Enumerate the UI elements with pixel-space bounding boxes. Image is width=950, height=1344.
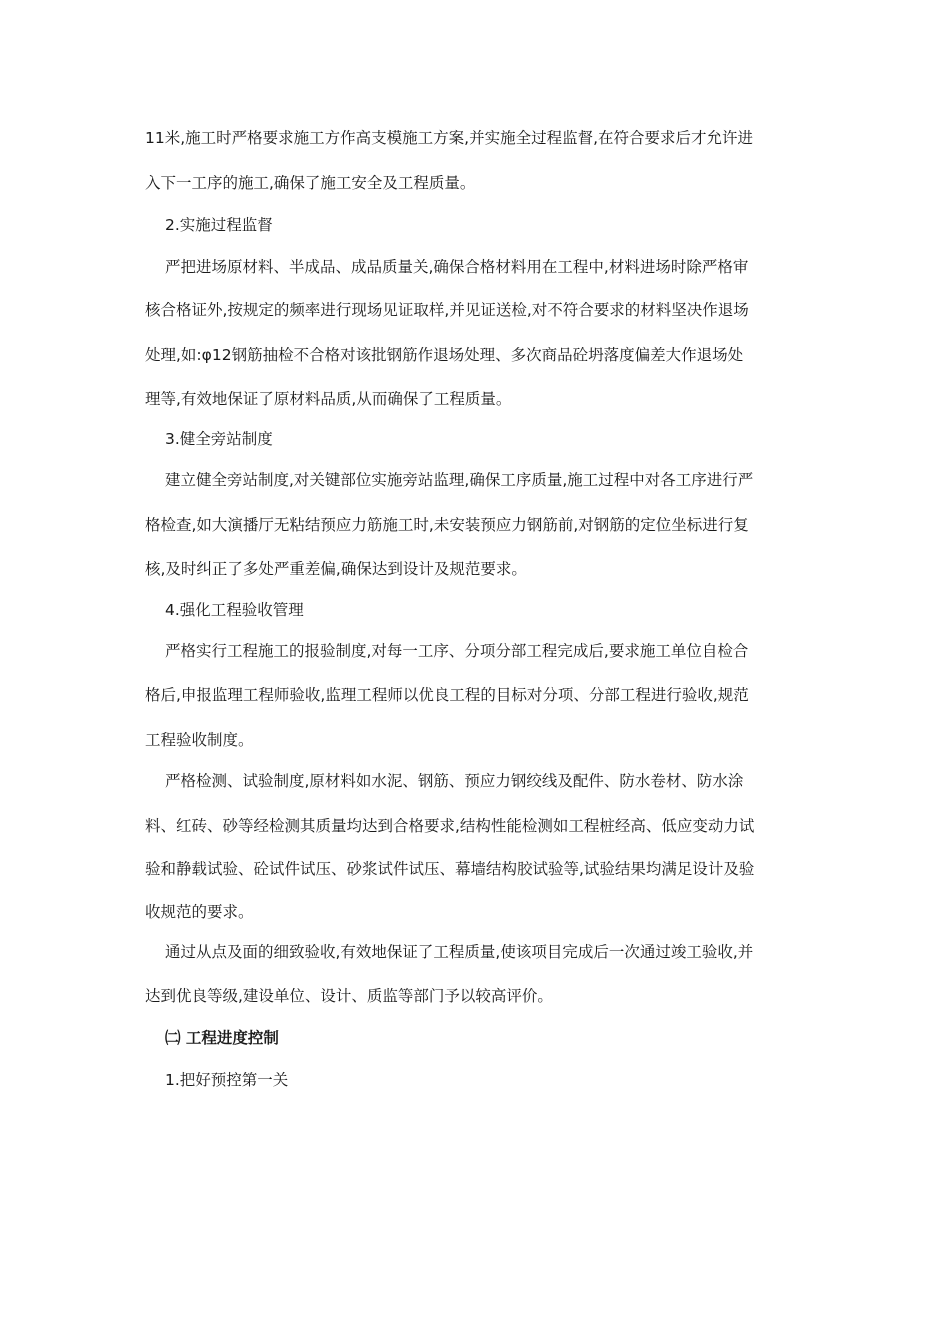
body-text-line: 入下一工序的施工,确保了施工安全及工程质量。 [145, 174, 476, 192]
body-text-line: 严把进场原材料、半成品、成品质量关,确保合格材料用在工程中,材料进场时除严格审 [165, 258, 749, 276]
section-heading: 2.实施过程监督 [165, 216, 273, 234]
body-text-line: 核合格证外,按规定的频率进行现场见证取样,并见证送检,对不符合要求的材料坚决作退场 [145, 301, 749, 319]
body-text-line: 严格检测、试验制度,原材料如水泥、钢筋、预应力钢绞线及配件、防水卷材、防水涂 [165, 772, 744, 790]
body-text-line: 处理,如:φ12钢筋抽检不合格对该批钢筋作退场处理、多次商品砼坍落度偏差大作退场处 [145, 346, 744, 364]
body-text-line: 收规范的要求。 [145, 903, 254, 921]
chapter-heading: ㈡ 工程进度控制 [165, 1029, 279, 1047]
body-text-line: 工程验收制度。 [145, 731, 254, 749]
body-text-line: 理等,有效地保证了原材料品质,从而确保了工程质量。 [145, 390, 512, 408]
body-text-line: 建立健全旁站制度,对关键部位实施旁站监理,确保工序质量,施工过程中对各工序进行严 [165, 471, 754, 489]
body-text-line: 核,及时纠正了多处严重差偏,确保达到设计及规范要求。 [145, 560, 527, 578]
body-text-line: 通过从点及面的细致验收,有效地保证了工程质量,使该项目完成后一次通过竣工验收,并 [165, 943, 754, 961]
section-heading: 3.健全旁站制度 [165, 430, 273, 448]
body-text-line: 格后,申报监理工程师验收,监理工程师以优良工程的目标对分项、分部工程进行验收,规范 [145, 686, 749, 704]
body-text-line: 严格实行工程施工的报验制度,对每一工序、分项分部工程完成后,要求施工单位自检合 [165, 642, 749, 660]
body-text-line: 11米,施工时严格要求施工方作高支模施工方案,并实施全过程监督,在符合要求后才允许进 [145, 129, 754, 147]
body-text-line: 料、红砖、砂等经检测其质量均达到合格要求,结构性能检测如工程桩经高、低应变动力试 [145, 817, 755, 835]
section-heading: 4.强化工程验收管理 [165, 601, 304, 619]
body-text-line: 格检查,如大演播厅无粘结预应力筋施工时,未安装预应力钢筋前,对钢筋的定位坐标进行复 [145, 516, 749, 534]
body-text-line: 验和静载试验、砼试件试压、砂浆试件试压、幕墙结构胶试验等,试验结果均满足设计及验 [145, 860, 755, 878]
section-heading: 1.把好预控第一关 [165, 1071, 289, 1089]
body-text-line: 达到优良等级,建设单位、设计、质监等部门予以较高评价。 [145, 987, 553, 1005]
